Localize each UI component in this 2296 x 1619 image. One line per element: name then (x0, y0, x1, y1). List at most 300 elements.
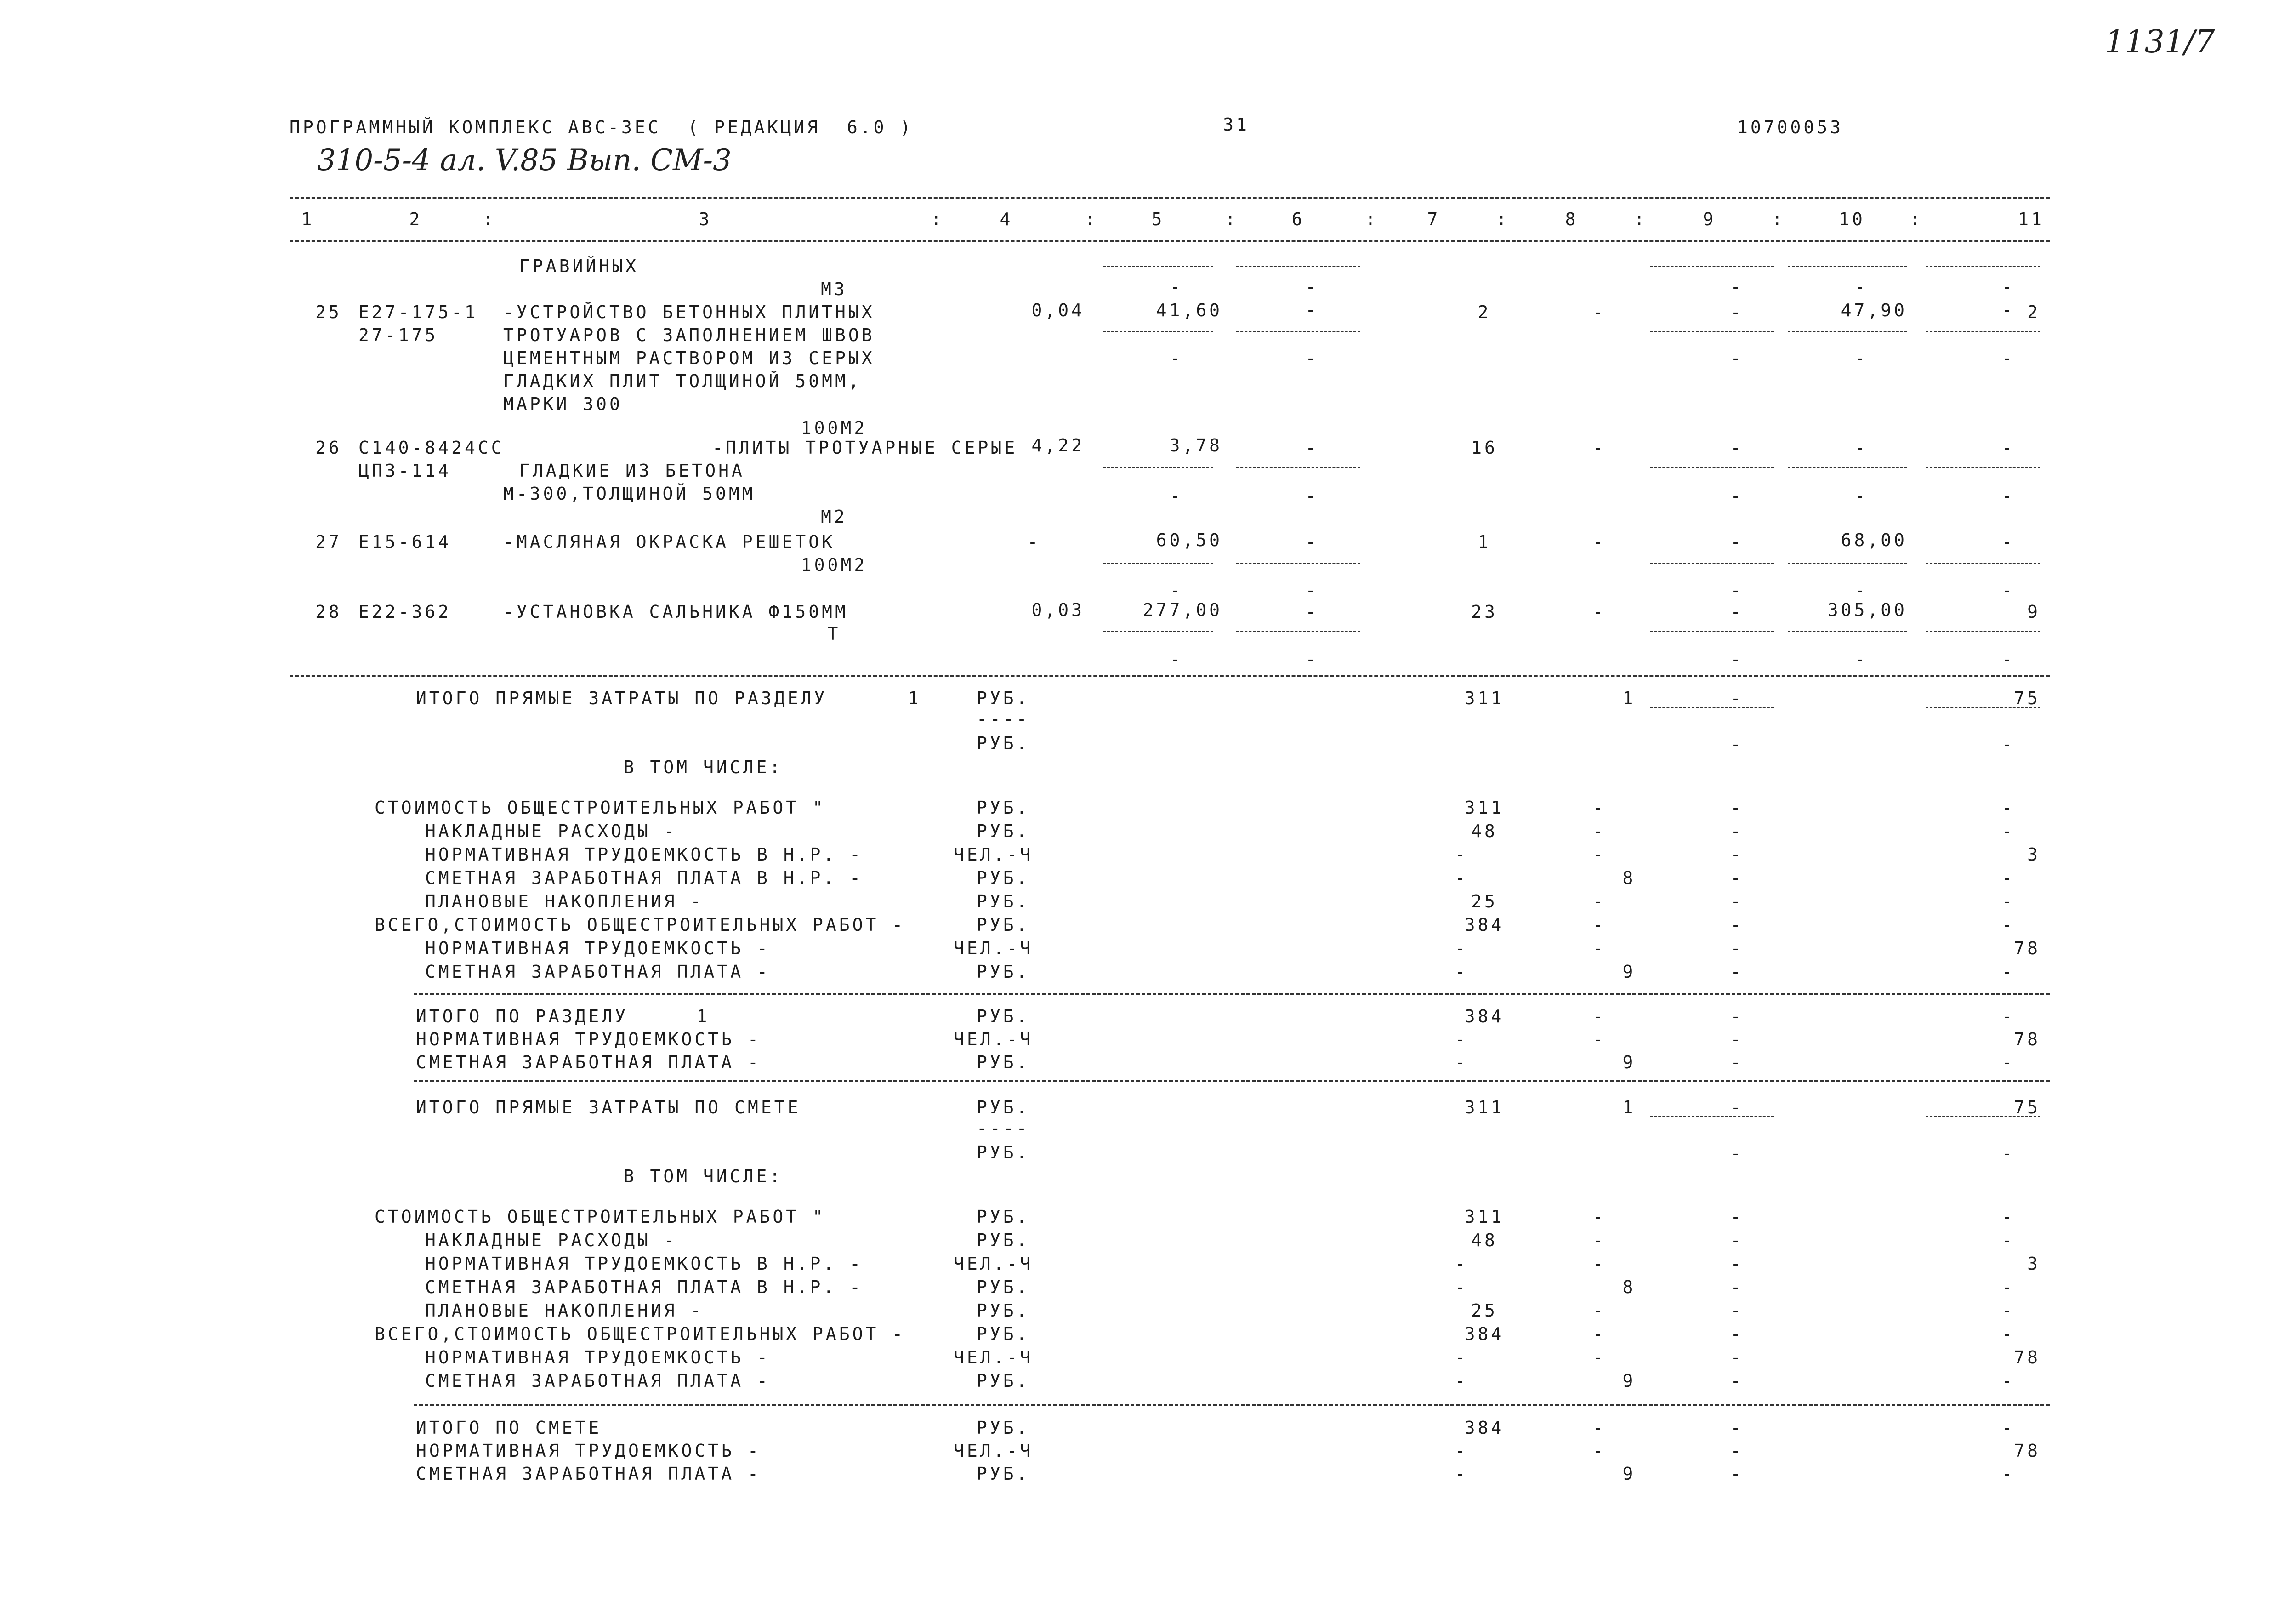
dash-mark: - (2001, 891, 2015, 912)
dash-mark: - (1730, 1441, 1744, 1461)
dash-mark: - (2001, 868, 2015, 888)
dash-mark: - (2001, 821, 2015, 841)
row-25-desc: ГЛАДКИХ ПЛИТ ТОЛЩИНОЙ 50ММ, (503, 371, 862, 391)
breakdown-unit: РУБ. (977, 1371, 1030, 1391)
row-25-desc: -УСТРОЙСТВО БЕТОННЫХ ПЛИТНЫХ (503, 302, 875, 322)
row-26-desc: -ПЛИТЫ ТРОТУАРНЫЕ СЕРЫЕ (712, 438, 1018, 458)
row-25-qty: 0,04 (1031, 300, 1085, 320)
breakdown-unit: ЧЕЛ.-Ч (954, 1254, 1034, 1274)
dash-mark: - (2001, 734, 2015, 754)
breakdown-unit: РУБ. (977, 1207, 1030, 1227)
dashed-rule (1236, 467, 1360, 468)
dashed-rule (290, 240, 2050, 242)
dash-mark: - (1730, 915, 1744, 935)
dash-mark: - (1730, 891, 1744, 912)
dash-mark: - (1592, 915, 1606, 935)
row-27-price: 60,50 (1156, 530, 1222, 550)
dash-mark: - (1730, 1097, 1744, 1117)
dash-mark: - (1592, 1254, 1606, 1274)
dash-mark: - (2001, 649, 2015, 669)
breakdown-label: СМЕТНАЯ ЗАРАБОТНАЯ ПЛАТА В Н.Р. - (425, 1277, 863, 1297)
program-header: ПРОГРАММНЫЙ КОМПЛЕКС АВС-3ЕС ( РЕДАКЦИЯ 6.0 ) (290, 117, 914, 137)
page-number: 31 (1223, 114, 1250, 135)
dash-mark: - (1170, 649, 1183, 669)
dashed-rule (1926, 563, 2040, 564)
breakdown-unit: РУБ. (977, 962, 1030, 982)
v-tom-chisle: В ТОМ ЧИСЛЕ: (623, 757, 783, 777)
dash-mark: - (1854, 649, 1868, 669)
unit-rub: РУБ. (977, 1464, 1030, 1484)
row-28-unit: Т (827, 624, 841, 644)
row-28-code: Е22-362 (358, 602, 452, 622)
breakdown-col7: 25 (1471, 1300, 1498, 1321)
dash-mark: - (1730, 438, 1744, 458)
row-25-desc: ЦЕМЕНТНЫМ РАСТВОРОМ ИЗ СЕРЫХ (503, 348, 875, 368)
dashed-rule (1236, 331, 1360, 332)
dash-mark: - (1305, 532, 1319, 552)
dash-mark: - (1592, 1029, 1606, 1049)
dash-mark: - (2001, 486, 2015, 506)
breakdown-unit: РУБ. (977, 1230, 1030, 1250)
itogo-label: ИТОГО ПО РАЗДЕЛУ (416, 1006, 629, 1026)
dashed-rule (1926, 266, 2040, 267)
dash-mark: - (2001, 1324, 2015, 1344)
breakdown-unit: РУБ. (977, 821, 1030, 841)
breakdown-col7: 311 (1464, 798, 1505, 818)
dash-mark: - (1305, 438, 1319, 458)
breakdown-col7: 384 (1464, 915, 1505, 935)
dash-mark: - (1455, 1254, 1468, 1274)
dash-mark: - (1592, 438, 1606, 458)
dash-mark: - (1730, 1052, 1744, 1072)
dash-mark: - (1730, 844, 1744, 865)
dash-mark: - (2001, 915, 2015, 935)
dash-mark: - (2001, 580, 2015, 600)
breakdown-col11: 78 (2014, 1347, 2040, 1368)
total-direct-col7: 311 (1464, 1097, 1505, 1117)
breakdown-unit: РУБ. (977, 1324, 1030, 1344)
column-separator: : (1085, 209, 1098, 229)
dash-mark: - (1170, 277, 1183, 297)
dash-mark: - (2001, 1006, 2015, 1026)
row-27-col7: 1 (1478, 532, 1491, 552)
breakdown-label: НОРМАТИВНАЯ ТРУДОЕМКОСТЬ В Н.Р. - (425, 844, 863, 865)
dash-mark: - (1305, 348, 1319, 368)
dash-mark: - (1305, 649, 1319, 669)
breakdown-unit: ЧЕЛ.-Ч (954, 938, 1034, 958)
dashed-rule (1650, 331, 1774, 332)
dash-mark: - (1305, 486, 1319, 506)
row-28-col11: 9 (2027, 602, 2040, 622)
breakdown-label: НОРМАТИВНАЯ ТРУДОЕМКОСТЬ - (425, 1347, 770, 1368)
row-26-price: 3,78 (1169, 435, 1222, 456)
breakdown-label: СТОИМОСТЬ ОБЩЕСТРОИТЕЛЬНЫХ РАБОТ " (375, 798, 826, 818)
dash-mark: - (1854, 438, 1868, 458)
row-25-col10: 47,90 (1841, 300, 1907, 320)
column-separator: : (1772, 209, 1785, 229)
column-header-11: 11 (2018, 209, 2045, 229)
column-separator: : (1910, 209, 1923, 229)
dash-mark: - (1730, 302, 1744, 322)
dash-mark: - (1455, 962, 1468, 982)
breakdown-unit: РУБ. (977, 1277, 1030, 1297)
column-separator: : (1634, 209, 1648, 229)
dash-mark: - (1455, 1441, 1468, 1461)
dashed-rule (1788, 266, 1907, 267)
handwritten-sheet-number: 1131/7 (2105, 24, 2215, 60)
dash-mark: - (1305, 602, 1319, 622)
dash-mark: - (1455, 1052, 1468, 1072)
dash-mark: - (1730, 348, 1744, 368)
column-header-5: 5 (1151, 209, 1165, 229)
itogo-norm-tr: НОРМАТИВНАЯ ТРУДОЕМКОСТЬ - (416, 1029, 761, 1049)
breakdown-col8: 8 (1622, 868, 1636, 888)
dashed-rule (1650, 563, 1774, 564)
breakdown-col7: 48 (1471, 1230, 1498, 1250)
dashed-rule (1103, 631, 1213, 632)
unit-rub: РУБ. (977, 1097, 1030, 1117)
row-28-col7: 23 (1471, 602, 1498, 622)
dashed-rule (1650, 631, 1774, 632)
itogo-smet-zp-col8: 9 (1622, 1464, 1636, 1484)
dash-mark: - (1730, 1300, 1744, 1321)
column-header-8: 8 (1565, 209, 1579, 229)
dash-mark: - (1730, 486, 1744, 506)
dash-mark: - (1592, 821, 1606, 841)
dash-mark: - (1730, 1230, 1744, 1250)
dash-mark: - (1730, 821, 1744, 841)
row-25-desc: МАРКИ 300 (503, 394, 623, 414)
summary-title: ИТОГО ПРЯМЫЕ ЗАТРАТЫ ПО СМЕТЕ (416, 1097, 801, 1117)
dash-mark: - (1854, 486, 1868, 506)
dash-mark: - (1730, 1418, 1744, 1438)
dashed-rule (1788, 467, 1907, 468)
breakdown-label: ВСЕГО,СТОИМОСТЬ ОБЩЕСТРОИТЕЛЬНЫХ РАБОТ - (375, 915, 906, 935)
column-separator: : (1225, 209, 1239, 229)
dash-mark: - (1730, 1207, 1744, 1227)
breakdown-col7: 25 (1471, 891, 1498, 912)
handwritten-reference: 310-5-4 ал. V.85 Вып. СМ-3 (317, 143, 732, 177)
dashed-rule (1788, 331, 1907, 332)
column-header-9: 9 (1703, 209, 1716, 229)
dashed-rule (414, 1404, 2050, 1406)
breakdown-label: ВСЕГО,СТОИМОСТЬ ОБЩЕСТРОИТЕЛЬНЫХ РАБОТ - (375, 1324, 906, 1344)
dash-mark: - (1592, 938, 1606, 958)
dash-mark: - (2001, 1464, 2015, 1484)
dash-mark: - (1730, 1464, 1744, 1484)
breakdown-label: НОРМАТИВНАЯ ТРУДОЕМКОСТЬ - (425, 938, 770, 958)
dash-mark: - (1730, 532, 1744, 552)
razdel-number: 1 (908, 688, 921, 708)
dash-mark: - (1730, 602, 1744, 622)
dash-mark: - (2001, 1143, 2015, 1163)
breakdown-label: СМЕТНАЯ ЗАРАБОТНАЯ ПЛАТА - (425, 1371, 770, 1391)
dashed-rule (290, 675, 2050, 677)
itogo-col7: 384 (1464, 1006, 1505, 1026)
dash-mark: - (1592, 1441, 1606, 1461)
dash-mark: - (2001, 277, 2015, 297)
breakdown-col8: 9 (1622, 962, 1636, 982)
dashed-rule (1103, 266, 1213, 267)
dash-mark: - (1592, 602, 1606, 622)
dash-mark: - (1592, 302, 1606, 322)
row-25-num: 25 (315, 302, 342, 322)
dashed-rule (414, 1080, 2050, 1082)
dash-mark: - (1455, 1464, 1468, 1484)
total-direct-col8: 1 (1622, 688, 1636, 708)
dash-mark: - (1730, 277, 1744, 297)
dash-mark: - (1730, 734, 1744, 754)
row-28-col10: 305,00 (1827, 600, 1907, 620)
dash-mark: - (2001, 1300, 2015, 1321)
dash-mark: - (2001, 962, 2015, 982)
itogo-norm-tr-col11: 78 (2014, 1441, 2040, 1461)
dash-mark: - (1730, 962, 1744, 982)
dash-mark: - (1592, 1418, 1606, 1438)
breakdown-unit: РУБ. (977, 915, 1030, 935)
row-27-qty: - (1027, 532, 1041, 552)
v-tom-chisle: В ТОМ ЧИСЛЕ: (623, 1166, 783, 1186)
dashed-rule (414, 993, 2050, 995)
breakdown-label: ПЛАНОВЫЕ НАКОПЛЕНИЯ - (425, 891, 704, 912)
dashed-rule (1650, 707, 1774, 708)
dash-mark: - (1854, 348, 1868, 368)
row-26-unit: М2 (821, 507, 847, 527)
dash-mark: - (1854, 277, 1868, 297)
dash-mark: - (1592, 798, 1606, 818)
total-direct-col8: 1 (1622, 1097, 1636, 1117)
dash-mark: - (1592, 1230, 1606, 1250)
dash-mark: - (2001, 1371, 2015, 1391)
row-27-unit: 100М2 (801, 555, 868, 575)
dash-mark: - (2001, 438, 2015, 458)
dash-mark: - (2001, 1418, 2015, 1438)
dashed-rule (290, 197, 2050, 199)
row-24-desc: ГРАВИЙНЫХ (519, 256, 639, 276)
dash-mark: - (1730, 1254, 1744, 1274)
dash-mark: - (1455, 844, 1468, 865)
dash-mark: - (1730, 580, 1744, 600)
dash-mark: - (1592, 1300, 1606, 1321)
column-header-4: 4 (1000, 209, 1013, 229)
breakdown-label: НОРМАТИВНАЯ ТРУДОЕМКОСТЬ В Н.Р. - (425, 1254, 863, 1274)
dash-mark: - (2001, 1277, 2015, 1297)
dash-mark: - (1170, 486, 1183, 506)
dashed-rule (1926, 331, 2040, 332)
unit-rub: РУБ. (977, 1418, 1030, 1438)
row-28-qty: 0,03 (1031, 600, 1085, 620)
row-26-desc: М-300,ТОЛЩИНОЙ 50ММ (503, 484, 756, 504)
unit-rub: РУБ. (977, 688, 1030, 708)
itogo-smet-zp: СМЕТНАЯ ЗАРАБОТНАЯ ПЛАТА - (416, 1464, 761, 1484)
breakdown-label: НАКЛАДНЫЕ РАСХОДЫ - (425, 821, 677, 841)
column-header-6: 6 (1291, 209, 1305, 229)
dash-mark: - (1170, 580, 1183, 600)
dashed-rule (1103, 331, 1213, 332)
row-25-code: Е27-175-1 (358, 302, 478, 322)
unit-rub: РУБ. (977, 733, 1030, 753)
dash-mark: - (2001, 300, 2015, 320)
unit-chel: ЧЕЛ.-Ч (954, 1441, 1034, 1461)
dash-mark: - (1592, 1324, 1606, 1344)
row-25-price: 41,60 (1156, 300, 1222, 320)
dash-mark: - (1730, 1347, 1744, 1368)
column-separator: : (931, 209, 944, 229)
dash-mark: - (1730, 938, 1744, 958)
summary-title: ИТОГО ПРЯМЫЕ ЗАТРАТЫ ПО РАЗДЕЛУ (416, 688, 828, 708)
breakdown-label: НАКЛАДНЫЕ РАСХОДЫ - (425, 1230, 677, 1250)
breakdown-unit: ЧЕЛ.-Ч (954, 1347, 1034, 1368)
row-25-code2: 27-175 (358, 325, 438, 345)
dash-mark: - (1730, 649, 1744, 669)
row-26-qty: 4,22 (1031, 435, 1085, 456)
dashed-rule (1926, 1116, 2040, 1117)
breakdown-col7: 384 (1464, 1324, 1505, 1344)
dashed-rule (1788, 631, 1907, 632)
dashed-rule (1926, 467, 2040, 468)
row-27-num: 27 (315, 532, 342, 552)
dash-mark: - (1730, 1371, 1744, 1391)
dash-mark: - (1592, 891, 1606, 912)
dash-mark: - (2001, 1052, 2015, 1072)
dash-mark: - (1730, 1143, 1744, 1163)
dashed-rule (1103, 467, 1213, 468)
unit-rub: РУБ. (977, 1052, 1030, 1072)
dash-mark: - (1455, 938, 1468, 958)
breakdown-unit: РУБ. (977, 1300, 1030, 1321)
dash-mark: - (1455, 1347, 1468, 1368)
dash-mark: - (1592, 1006, 1606, 1026)
dash-mark: - (1455, 1277, 1468, 1297)
column-header-3: 3 (699, 209, 712, 229)
row-28-desc: -УСТАНОВКА САЛЬНИКА Ф150ММ (503, 602, 848, 622)
dash-mark: - (2001, 532, 2015, 552)
dash-mark: - (1730, 688, 1744, 708)
dashed-rule (1788, 563, 1907, 564)
dash-mark: - (1455, 1371, 1468, 1391)
itogo-norm-tr-col11: 78 (2014, 1029, 2040, 1049)
total-direct-col11: 75 (2014, 688, 2040, 708)
row-28-num: 28 (315, 602, 342, 622)
row-26-desc: ГЛАДКИЕ ИЗ БЕТОНА (519, 461, 745, 481)
dash-mark: - (2001, 798, 2015, 818)
dash-mark: - (1305, 300, 1319, 320)
dash-mark: - (1592, 532, 1606, 552)
dash-mark: - (1854, 580, 1868, 600)
column-separator: : (483, 209, 496, 229)
row-24-unit: М3 (821, 279, 847, 299)
row-25-col7: 2 (1478, 302, 1491, 322)
unit-rub: РУБ. (977, 1006, 1030, 1026)
row-26-code2: ЦП3-114 (358, 461, 452, 481)
dashed-rule (1236, 266, 1360, 267)
breakdown-col11: 3 (2027, 844, 2040, 865)
doc-code: 10700053 (1737, 117, 1844, 137)
breakdown-col8: 8 (1622, 1277, 1636, 1297)
dash-mark: - (1592, 1347, 1606, 1368)
row-25-col11: 2 (2027, 302, 2040, 322)
row-26-code: С140-8424СС (358, 438, 505, 458)
dash-mark: - (1592, 844, 1606, 865)
dash-mark: - (1455, 868, 1468, 888)
itogo-label: ИТОГО ПО СМЕТЕ (416, 1418, 602, 1438)
dash-mark: - (1730, 1324, 1744, 1344)
row-26-num: 26 (315, 438, 342, 458)
dashed-rule (1103, 563, 1213, 564)
column-header-7: 7 (1427, 209, 1441, 229)
breakdown-label: СТОИМОСТЬ ОБЩЕСТРОИТЕЛЬНЫХ РАБОТ " (375, 1207, 826, 1227)
dash-mark: - (1730, 868, 1744, 888)
row-27-code: Е15-614 (358, 532, 452, 552)
row-27-col10: 68,00 (1841, 530, 1907, 550)
dash-mark: - (1305, 580, 1319, 600)
breakdown-label: СМЕТНАЯ ЗАРАБОТНАЯ ПЛАТА В Н.Р. - (425, 868, 863, 888)
dash-mark: - (1730, 1006, 1744, 1026)
dashed-rule (1236, 563, 1360, 564)
dash-mark: - (1305, 277, 1319, 297)
dash-mark: - (1730, 1029, 1744, 1049)
breakdown-unit: РУБ. (977, 798, 1030, 818)
dash-mark: - (1592, 1207, 1606, 1227)
razdel-number: 1 (696, 1006, 710, 1026)
column-header-1: 1 (301, 209, 315, 229)
row-25-unit: 100М2 (801, 418, 868, 438)
breakdown-unit: ЧЕЛ.-Ч (954, 844, 1034, 865)
unit-chel: ЧЕЛ.-Ч (954, 1029, 1034, 1049)
itogo-smet-zp: СМЕТНАЯ ЗАРАБОТНАЯ ПЛАТА - (416, 1052, 761, 1072)
dash-mark: - (1730, 798, 1744, 818)
dash-mark: - (2001, 1230, 2015, 1250)
breakdown-label: СМЕТНАЯ ЗАРАБОТНАЯ ПЛАТА - (425, 962, 770, 982)
breakdown-col7: 48 (1471, 821, 1498, 841)
dashed-rule (1926, 707, 2040, 708)
breakdown-unit: РУБ. (977, 868, 1030, 888)
itogo-norm-tr: НОРМАТИВНАЯ ТРУДОЕМКОСТЬ - (416, 1441, 761, 1461)
breakdown-col7: 311 (1464, 1207, 1505, 1227)
breakdown-col8: 9 (1622, 1371, 1636, 1391)
breakdown-unit: РУБ. (977, 891, 1030, 912)
unit-dash: ---- (977, 1118, 1030, 1138)
column-header-2: 2 (409, 209, 423, 229)
dashed-rule (1236, 631, 1360, 632)
row-27-desc: -МАСЛЯНАЯ ОКРАСКА РЕШЕТОК (503, 532, 835, 552)
dashed-rule (1650, 467, 1774, 468)
total-direct-col11: 75 (2014, 1097, 2040, 1117)
dashed-rule (1650, 1116, 1774, 1117)
row-25-desc: ТРОТУАРОВ С ЗАПОЛНЕНИЕМ ШВОВ (503, 325, 875, 345)
breakdown-col11: 78 (2014, 938, 2040, 958)
breakdown-col11: 3 (2027, 1254, 2040, 1274)
dash-mark: - (1455, 1029, 1468, 1049)
column-separator: : (1365, 209, 1379, 229)
row-28-price: 277,00 (1142, 600, 1222, 620)
itogo-col7: 384 (1464, 1418, 1505, 1438)
column-header-10: 10 (1839, 209, 1865, 229)
breakdown-label: ПЛАНОВЫЕ НАКОПЛЕНИЯ - (425, 1300, 704, 1321)
unit-dash: ---- (977, 709, 1030, 729)
dash-mark: - (1730, 1277, 1744, 1297)
dash-mark: - (2001, 1207, 2015, 1227)
row-26-col7: 16 (1471, 438, 1498, 458)
itogo-smet-zp-col8: 9 (1622, 1052, 1636, 1072)
dash-mark: - (1170, 348, 1183, 368)
total-direct-col7: 311 (1464, 688, 1505, 708)
column-separator: : (1496, 209, 1510, 229)
dash-mark: - (2001, 348, 2015, 368)
dashed-rule (1650, 266, 1774, 267)
unit-rub: РУБ. (977, 1142, 1030, 1163)
dashed-rule (1926, 631, 2040, 632)
